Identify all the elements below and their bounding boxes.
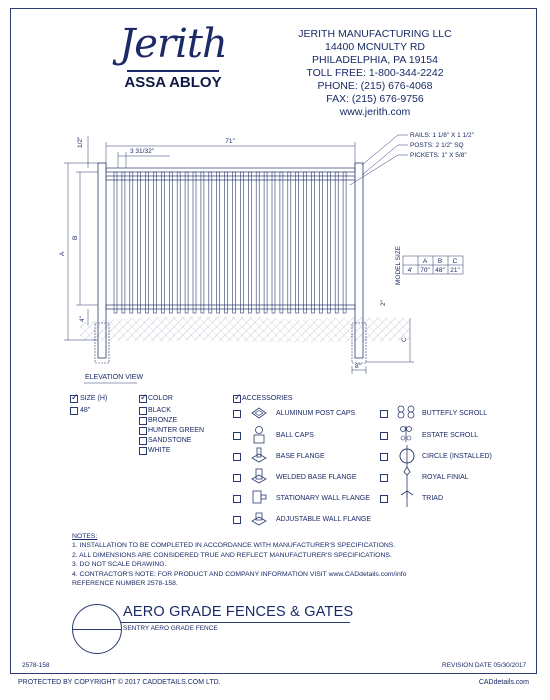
acc-aluminum-post-caps-label: ALUMINUM POST CAPS <box>276 410 356 417</box>
picket <box>304 172 307 313</box>
acc-base-flange-checkbox[interactable] <box>233 453 241 461</box>
picket <box>335 172 338 313</box>
picket <box>312 172 315 313</box>
acc-butterfly-scroll-checkbox[interactable] <box>380 410 388 418</box>
company-street: 14400 MCNULTY RD <box>325 41 425 53</box>
acc-triad-checkbox[interactable] <box>380 495 388 503</box>
acc-adjustable-wall-flange-checkbox[interactable] <box>233 516 241 524</box>
picket <box>138 172 141 313</box>
size-48-checkbox[interactable] <box>70 407 78 415</box>
bottom-bar <box>10 674 537 690</box>
color-bronze-checkbox[interactable] <box>139 417 147 425</box>
color-hunter-green-label: HUNTER GREEN <box>148 427 205 434</box>
estate-scroll-icon <box>398 424 414 444</box>
picket <box>169 172 172 313</box>
picket <box>240 172 243 313</box>
royal-finial-icon <box>400 466 414 488</box>
picket <box>288 172 291 313</box>
mid-rail <box>106 176 355 180</box>
picket <box>114 172 117 313</box>
color-black-label: BLACK <box>148 407 171 414</box>
model-row-label: 4' <box>407 267 413 274</box>
picket <box>256 172 259 313</box>
picket <box>319 172 322 313</box>
color-white-checkbox[interactable] <box>139 447 147 455</box>
color-sandstone-checkbox[interactable] <box>139 437 147 445</box>
picket <box>264 172 267 313</box>
dim-post: 8" <box>355 363 361 370</box>
acc-aluminum-post-caps-checkbox[interactable] <box>233 410 241 418</box>
title-underline <box>120 622 350 623</box>
model-header-b: B <box>437 258 443 265</box>
acc-butterfly-scroll-label: BUTTEFLY SCROLL <box>422 410 488 417</box>
acc-stationary-wall-flange-label: STATIONARY WALL FLANGE <box>276 495 370 502</box>
company-city: PHILADELPHIA, PA 19154 <box>312 54 438 66</box>
acc-welded-base-flange-label: WELDED BASE FLANGE <box>276 474 357 481</box>
size-header: SIZE (H) <box>80 395 108 402</box>
dim-top: 1/2" <box>77 136 84 148</box>
acc-estate-scroll-checkbox[interactable] <box>380 432 388 440</box>
picket <box>161 172 164 313</box>
assa-abloy-brand: ASSA ABLOY <box>124 74 222 91</box>
notes <box>72 532 406 588</box>
picket <box>225 172 228 313</box>
model-value-c: 21" <box>450 267 460 274</box>
acc-ball-caps-checkbox[interactable] <box>233 432 241 440</box>
adjustable-flange-icon <box>250 509 268 527</box>
pickets <box>114 172 346 313</box>
acc-estate-scroll-label: ESTATE SCROLL <box>422 432 479 439</box>
picket <box>248 172 251 313</box>
acc-circle-label: CIRCLE (INSTALLED) <box>422 453 492 460</box>
picket <box>209 172 212 313</box>
accessories-checkbox[interactable]: ✓ <box>234 392 242 402</box>
picket <box>343 172 346 313</box>
welded-flange-icon <box>250 467 268 485</box>
elevation-view-label: ELEVATION VIEW <box>85 374 144 381</box>
picket <box>154 172 157 313</box>
acc-ball-caps-label: BALL CAPS <box>276 432 314 439</box>
callout-posts: POSTS: 2 1/2" SQ <box>410 142 464 149</box>
company-name: JERITH MANUFACTURING LLC <box>298 28 452 40</box>
acc-adjustable-wall-flange-label: ADJUSTABLE WALL FLANGE <box>276 516 372 523</box>
dim-c: C <box>401 337 408 342</box>
model-value-b: 48" <box>435 267 445 274</box>
acc-circle-checkbox[interactable] <box>380 453 388 461</box>
dim-bottom-gap: 4" <box>79 316 86 322</box>
butterfly-scroll-icon <box>396 404 416 420</box>
color-hunter-green-checkbox[interactable] <box>139 427 147 435</box>
acc-royal-finial-checkbox[interactable] <box>380 474 388 482</box>
title-main: AERO GRADE FENCES & GATES <box>123 604 354 620</box>
note-4-reference: REFERENCE NUMBER 2578-158. <box>72 580 178 588</box>
picket <box>217 172 220 313</box>
color-white-label: WHITE <box>148 447 171 454</box>
note-3: 3. DO NOT SCALE DRAWING. <box>72 561 167 569</box>
picket <box>233 172 236 313</box>
copyright-text: PROTECTED BY COPYRIGHT © 2017 CADDETAILS.COM LTD. <box>18 678 221 686</box>
picket <box>296 172 299 313</box>
acc-royal-finial-label: ROYAL FINIAL <box>422 474 469 481</box>
size-48-label: 48" <box>80 407 91 414</box>
dim-ground: 2" <box>380 300 387 306</box>
acc-triad-label: TRIAD <box>422 495 443 502</box>
dim-width: 71" <box>225 138 235 145</box>
note-1: 1. INSTALLATION TO BE COMPLETED IN ACCORDANCE WITH MANUFACTURER'S SPECIFICATIONS. <box>72 542 396 550</box>
picket <box>201 172 204 313</box>
logo-script: Jerith <box>119 21 227 67</box>
color-sandstone-label: SANDSTONE <box>148 437 192 444</box>
acc-welded-base-flange-checkbox[interactable] <box>233 474 241 482</box>
acc-base-flange-label: BASE FLANGE <box>276 453 325 460</box>
picket <box>185 172 188 313</box>
title-sub: SENTRY AERO GRADE FENCE <box>123 625 218 632</box>
model-value-a: 70" <box>420 267 430 274</box>
color-header: COLOR <box>148 395 173 402</box>
top-rail <box>106 168 355 172</box>
acc-stationary-wall-flange-checkbox[interactable] <box>233 495 241 503</box>
revision-date: REVISION DATE 05/30/2017 <box>442 662 527 669</box>
circle-icon <box>397 445 417 467</box>
color-bronze-label: BRONZE <box>148 417 178 424</box>
company-tollfree: TOLL FREE: 1-800-344-2242 <box>306 67 444 79</box>
size-checkbox[interactable]: ✓ <box>71 392 79 402</box>
bottom-rail <box>106 305 355 309</box>
note-2: 2. ALL DIMENSIONS ARE CONSIDERED TRUE AND REFLECT MANUFACTURER'S SPECIFICATIONS. <box>72 551 392 559</box>
dim-b: B <box>72 235 79 240</box>
triad-icon <box>398 486 416 508</box>
ball-cap-icon <box>250 425 268 445</box>
company-phone: PHONE: (215) 676-4068 <box>317 80 433 92</box>
picket <box>280 172 283 313</box>
callout-pickets: PICKETS: 1" X 5/8" <box>410 152 467 159</box>
picket <box>130 172 133 313</box>
note-4: 4. CONTRACTOR'S NOTE: FOR PRODUCT AND COMPANY INFORMATION VISIT www.CADdetails.com/info <box>72 570 407 578</box>
model-size-label: MODEL SIZE <box>395 245 402 285</box>
accessories-header: ACCESSORIES <box>242 395 293 402</box>
picket <box>327 172 330 313</box>
color-checkbox[interactable]: ✓ <box>140 392 148 402</box>
model-header-c: C <box>452 258 458 265</box>
reference-number: 2578-158 <box>22 662 50 669</box>
picket <box>193 172 196 313</box>
picket <box>272 172 275 313</box>
title-circle <box>72 604 122 654</box>
notes-header: NOTES: <box>72 533 98 540</box>
post-cap-icon <box>250 405 268 421</box>
dim-picket-spacing: 3 31/32" <box>130 148 154 155</box>
company-fax: FAX: (215) 676-9756 <box>326 93 424 105</box>
picket <box>177 172 180 313</box>
picket <box>146 172 149 313</box>
wall-flange-icon <box>250 488 268 506</box>
caddetails-link[interactable]: CADdetails.com <box>478 678 529 686</box>
model-header-a: A <box>422 258 428 265</box>
base-flange-icon <box>250 446 268 464</box>
company-website[interactable]: www.jerith.com <box>339 106 411 118</box>
color-black-checkbox[interactable] <box>139 407 147 415</box>
callout-rails: RAILS: 1 1/8" X 1 1/2" <box>410 132 474 139</box>
dim-a: A <box>59 251 66 256</box>
picket <box>122 172 125 313</box>
